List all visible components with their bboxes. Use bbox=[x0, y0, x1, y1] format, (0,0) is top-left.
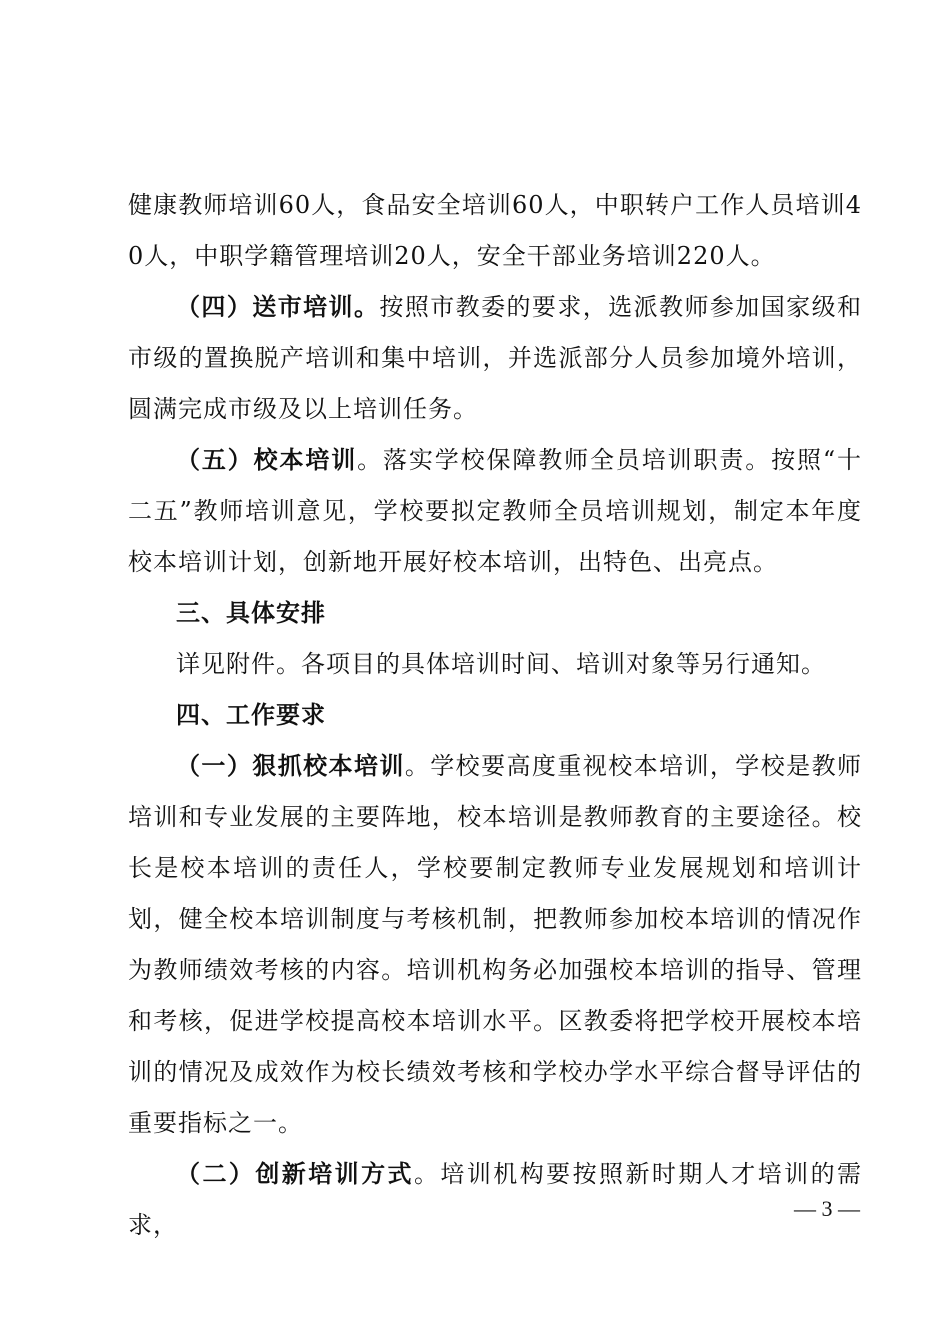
paragraph-requirement-2 bbox=[128, 1149, 862, 1251]
paragraph-city-training bbox=[128, 282, 862, 435]
page-number: — 3 — bbox=[794, 1196, 860, 1221]
section-title-requirements: 四、工作要求 bbox=[176, 701, 326, 729]
paragraph-text: 。落实学校保障教师全员培训职责。按照“十二五”教师培训意见，学校要拟定教师全员培训规划，制定本年度校本培训计划，创新地开展好校本培训，出特色、出亮点。 bbox=[128, 446, 862, 576]
paragraph-text: 健康教师培训60人，食品安全培训60人，中职转户工作人员培训40人，中职学籍管理培训20人，安全干部业务培训220人。 bbox=[128, 191, 862, 270]
paragraph-heading: （五）校本培训 bbox=[176, 446, 358, 474]
paragraph-training-counts bbox=[128, 180, 862, 282]
paragraph-school-training bbox=[128, 435, 862, 588]
paragraph-text: 。学校要高度重视校本培训，学校是教师培训和专业发展的主要阵地，校本培训是教师教育的主要途径。校长是校本培训的责任人，学校要制定教师专业发展规划和培训计划，健全校本培训制度与考核机制，把教师参加校本培训的情况作为教师绩效考核的内容。培训机构务必加强校本培训的指导、管理和考核，促进学校提高校本培训水平。区教委将把学校开展校本培训的情况及成效作为校长绩效考核和学校办学水平综合督导评估的重要指标之一。 bbox=[128, 752, 863, 1137]
paragraph-requirement-1 bbox=[128, 741, 862, 1149]
paragraph-text: 详见附件。各项目的具体培训时间、培训对象等另行通知。 bbox=[176, 650, 826, 678]
paragraph-heading: （一）狠抓校本培训 bbox=[176, 752, 405, 780]
paragraph-text: 。培训机构要按照新时期人才培训的需求， bbox=[128, 1160, 863, 1239]
paragraph-arrangement bbox=[128, 639, 862, 690]
paragraph-text: 按照市教委的要求，选派教师参加国家级和市级的置换脱产培训和集中培训，并选派部分人员参加境外培训，圆满完成市级及以上培训任务。 bbox=[128, 293, 863, 423]
document-body bbox=[128, 180, 862, 1251]
paragraph-heading: （四）送市培训。 bbox=[176, 293, 380, 321]
paragraph-heading: （二）创新培训方式 bbox=[176, 1160, 414, 1188]
section-title-arrangement: 三、具体安排 bbox=[176, 599, 326, 627]
